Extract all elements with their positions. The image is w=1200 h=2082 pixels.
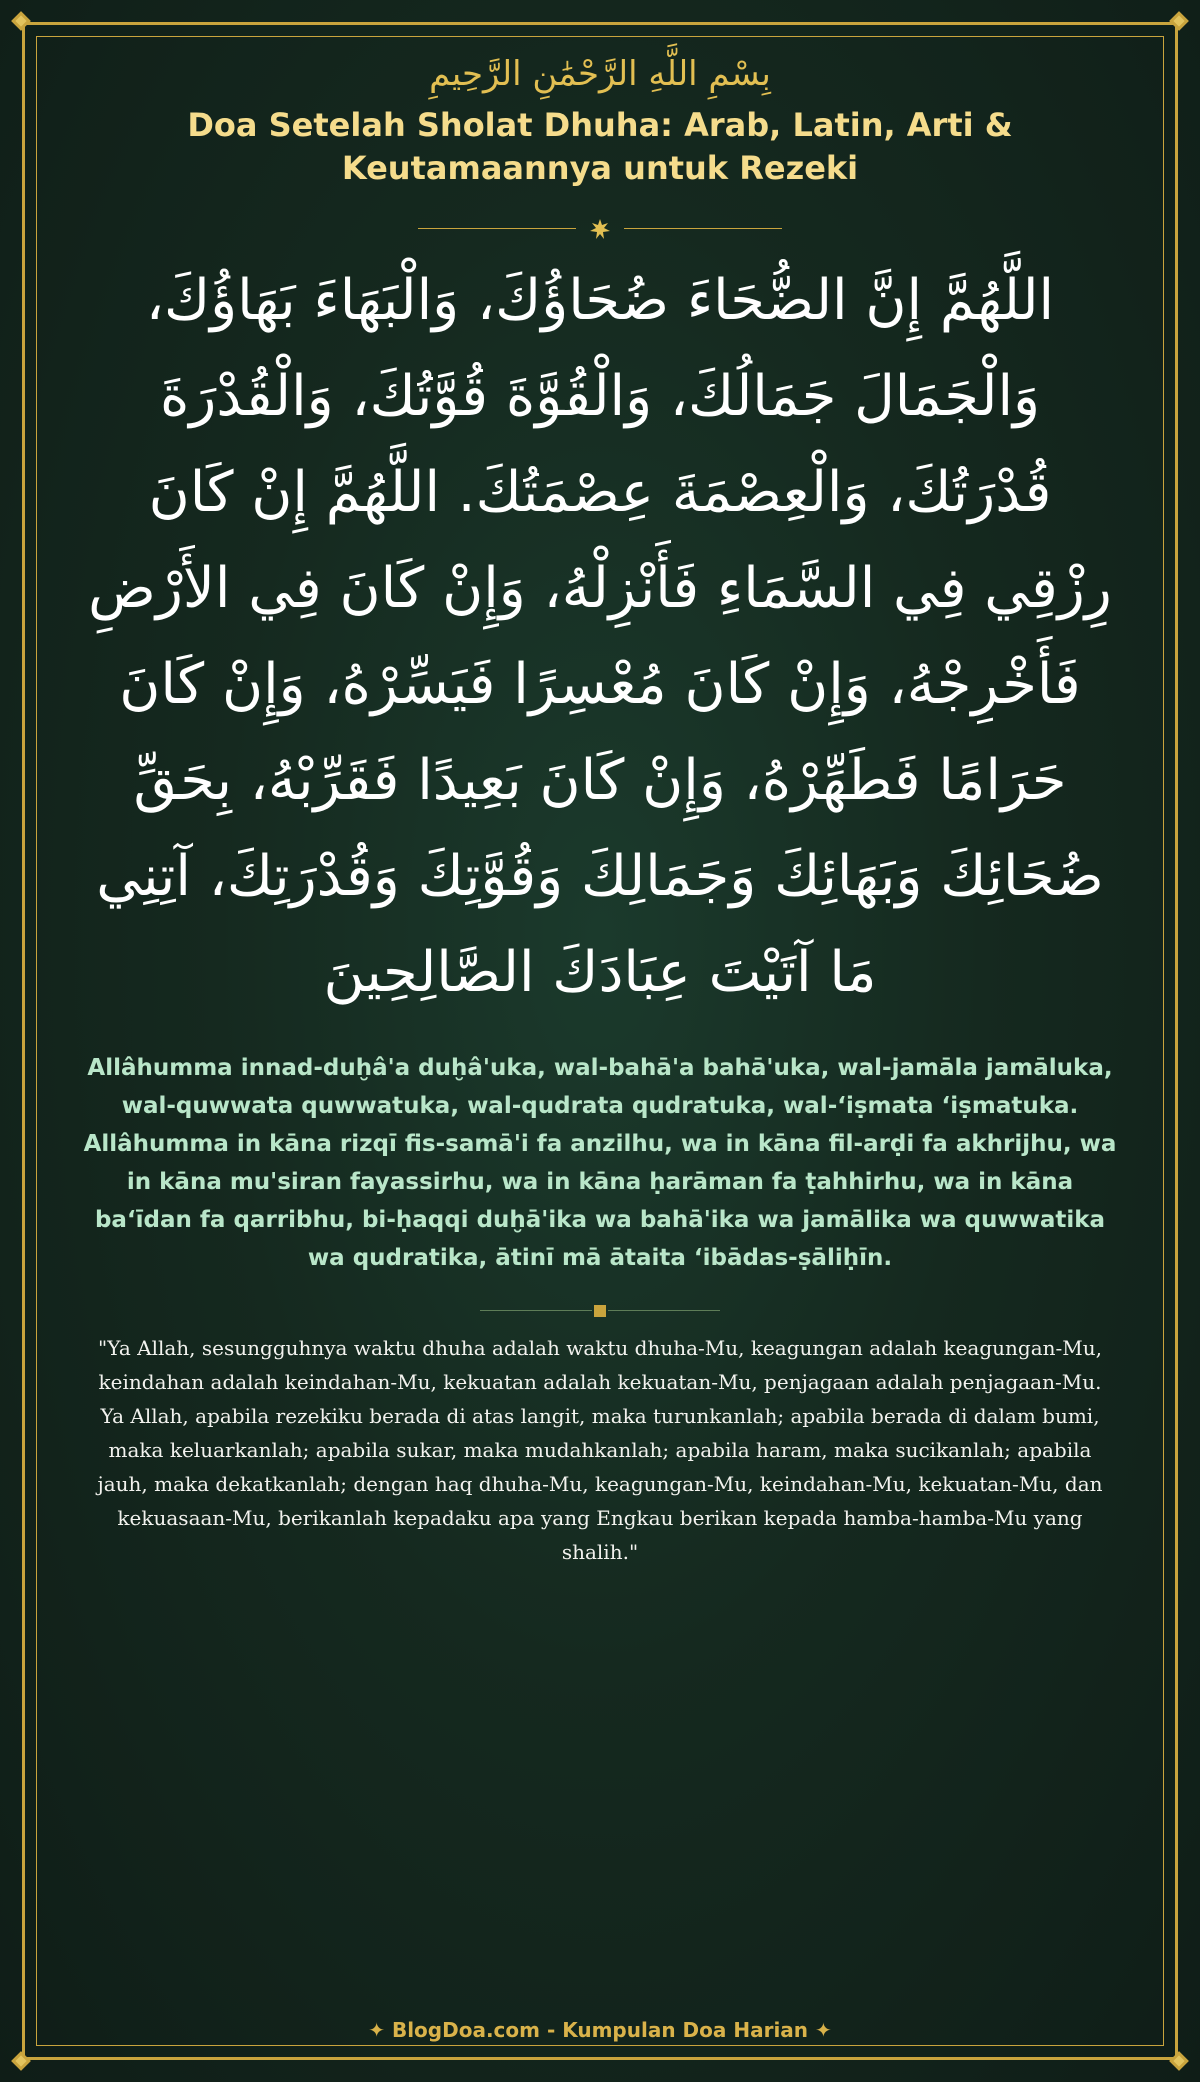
diamond-icon: [594, 1305, 606, 1317]
translation-text: "Ya Allah, sesungguhnya waktu dhuha adalah waktu dhuha-Mu, keagungan adalah keagungan-Mu, keindahan adalah keindahan-Mu, kekuatan adalah kekuatan-Mu, penjagaan adalah penjagaan-Mu. Ya Allah, apabila rezekiku berada di atas langit, maka turunkanlah; apabila berada di dalam bumi, maka keluarkanlah; apabila sukar, maka mudahkanlah; apabila haram, maka sucikanlah; apabila jauh, maka dekatkanlah; dengan haq dhuha-Mu, keagungan-Mu, keindahan-Mu, kekuatan-Mu, dan kekuasaan-Mu, berikanlah kepadaku apa yang Engkau berikan kepada hamba-hamba-Mu yang shalih.": [97, 1335, 1103, 1564]
sun-star-icon: [590, 219, 610, 239]
ornament-divider: [60, 219, 1140, 239]
bismillah-heading: بِسْمِ اللَّهِ الرَّحْمَٰنِ الرَّحِيمِ: [429, 54, 771, 94]
footer-credit: ✦ BlogDoa.com - Kumpulan Doa Harian ✦: [368, 2018, 832, 2042]
divider-line-left: [418, 228, 576, 230]
divider-line-right: [624, 228, 782, 230]
section-divider: [60, 1305, 1140, 1317]
arabic-prayer-text: اللَّهُمَّ إِنَّ الضُّحَاءَ ضُحَاؤُكَ، وَالْبَهَاءَ بَهَاؤُكَ، وَالْجَمَالَ جَمَالُكَ، وَالْقُوَّةَ قُوَّتُكَ، وَالْقُدْرَةَ قُدْرَتُكَ، وَالْعِصْمَةَ عِصْمَتُكَ. اللَّهُمَّ إِنْ كَانَ رِزْقِي فِي السَّمَاءِ فَأَنْزِلْهُ، وَإِنْ كَانَ فِي الأَرْضِ فَأَخْرِجْهُ، وَإِنْ كَانَ مُعْسِرًا فَيَسِّرْهُ، وَإِنْ كَانَ حَرَامًا فَطَهِّرْهُ، وَإِنْ كَانَ بَعِيدًا فَقَرِّبْهُ، بِحَقِّ ضُحَائِكَ وَبَهَائِكَ وَجَمَالِكَ وَقُوَّتِكَ وَقُدْرَتِكَ، آتِنِي مَا آتَيْتَ عِبَادَكَ الصَّالِحِينَ: [88, 267, 1112, 1005]
divider-line-right: [608, 1310, 720, 1311]
divider-line-left: [480, 1310, 592, 1311]
page-title: Doa Setelah Sholat Dhuha: Arab, Latin, Arti & Keutamaannya untuk Rezeki: [187, 106, 1013, 188]
latin-transliteration: Allâhumma innad-duḫâ'a duḫâ'uka, wal-bahā'a bahā'uka, wal-jamāla jamāluka, wal-quwwata quwwatuka, wal-qudrata qudratuka, wal-‘iṣmata ‘iṣmatuka. Allâhumma in kāna rizqī fis-samā'i fa anzilhu, wa in kāna fil-arḍi fa akhrijhu, wa in kāna mu'siran fayassirhu, wa in kāna ḥarāman fa ṭahhirhu, wa in kāna ba‘īdan fa qarribhu, bi-ḥaqqi duḫā'ika wa bahā'ika wa jamālika wa quwwatika wa qudratika, ātinī mā ātaita ‘ibādas-ṣāliḥīn.: [83, 1054, 1117, 1271]
poster-content: [60, 40, 1140, 1569]
